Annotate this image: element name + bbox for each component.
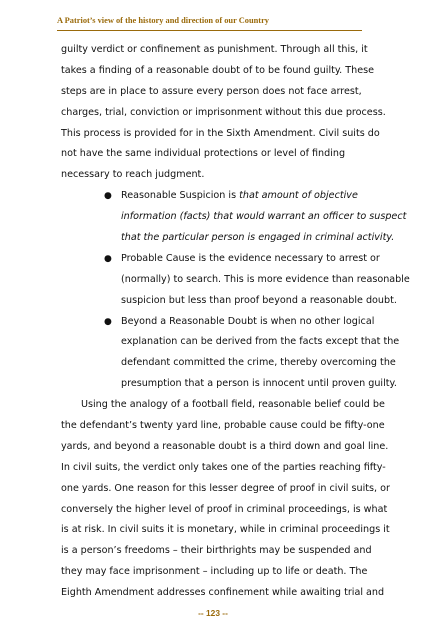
bullet-icon: ● bbox=[104, 253, 112, 264]
page-number: -- 123 -- bbox=[198, 608, 228, 618]
body-line: steps are in place to assure every person does not face arrest, bbox=[61, 85, 362, 97]
bullet-item-probable-cause: ● Probable Cause is the evidence necessary to arrest or bbox=[61, 249, 376, 270]
body-line: necessary to reach judgment. bbox=[61, 169, 205, 181]
bullet-icon: ● bbox=[104, 191, 112, 202]
body-line: Eighth Amendment addresses confinement while awaiting trial and bbox=[61, 587, 385, 599]
body-line: is at risk. In civil suits it is monetary, while in criminal proceedings it bbox=[61, 524, 390, 536]
bullet-continuation: defendant committed the crime, thereby overcoming the bbox=[121, 357, 396, 369]
bullet-icon: ● bbox=[104, 316, 112, 327]
body-line: In civil suits, the verdict only takes one of the parties reaching fifty- bbox=[61, 461, 386, 473]
page-body bbox=[61, 40, 410, 604]
bullet-italic-text: that amount of objective bbox=[239, 190, 358, 202]
running-header: A Patriot’s view of the history and direction of our Country bbox=[57, 16, 269, 25]
body-line: conversely the higher level of proof in criminal proceedings, is what bbox=[61, 503, 388, 515]
bullet-continuation: presumption that a person is innocent until proven guilty. bbox=[121, 378, 397, 390]
body-line: Using the analogy of a football field, reasonable belief could be bbox=[81, 399, 385, 411]
body-line: the defendant’s twenty yard line, probable cause could be fifty-one bbox=[61, 420, 385, 432]
body-line: This process is provided for in the Sixth Amendment. Civil suits do bbox=[61, 127, 380, 139]
bullet-item-reasonable-doubt: ● Beyond a Reasonable Doubt is when no other logical bbox=[61, 312, 376, 333]
body-line: charges, trial, conviction or imprisonment without this due process. bbox=[61, 106, 386, 118]
body-line: not have the same individual protections or level of finding bbox=[61, 148, 346, 160]
header-rule bbox=[57, 30, 362, 31]
bullet-continuation: information (facts) that would warrant an officer to suspect bbox=[121, 211, 407, 223]
bullet-text: Reasonable Suspicion is bbox=[121, 190, 240, 202]
body-line: yards, and beyond a reasonable doubt is a third down and goal line. bbox=[61, 440, 389, 452]
bullet-continuation: (normally) to search. This is more evidence than reasonable bbox=[121, 273, 410, 285]
body-line: one yards. One reason for this lesser degree of proof in civil suits, or bbox=[61, 482, 390, 494]
body-line: is a person’s freedoms – their birthrights may be suspended and bbox=[61, 545, 372, 557]
bullet-continuation: explanation can be derived from the facts except that the bbox=[121, 336, 400, 348]
bullet-continuation: suspicion but less than proof beyond a reasonable doubt. bbox=[121, 294, 397, 306]
body-line: guilty verdict or confinement as punishment. Through all this, it bbox=[61, 44, 368, 55]
bullet-continuation: that the particular person is engaged in criminal activity. bbox=[121, 232, 395, 244]
bullet-item-reasonable-suspicion bbox=[61, 186, 376, 207]
body-line: takes a finding of a reasonable doubt of to be found guilty. These bbox=[61, 64, 375, 76]
body-line: they may face imprisonment – including up to life or death. The bbox=[61, 566, 368, 578]
